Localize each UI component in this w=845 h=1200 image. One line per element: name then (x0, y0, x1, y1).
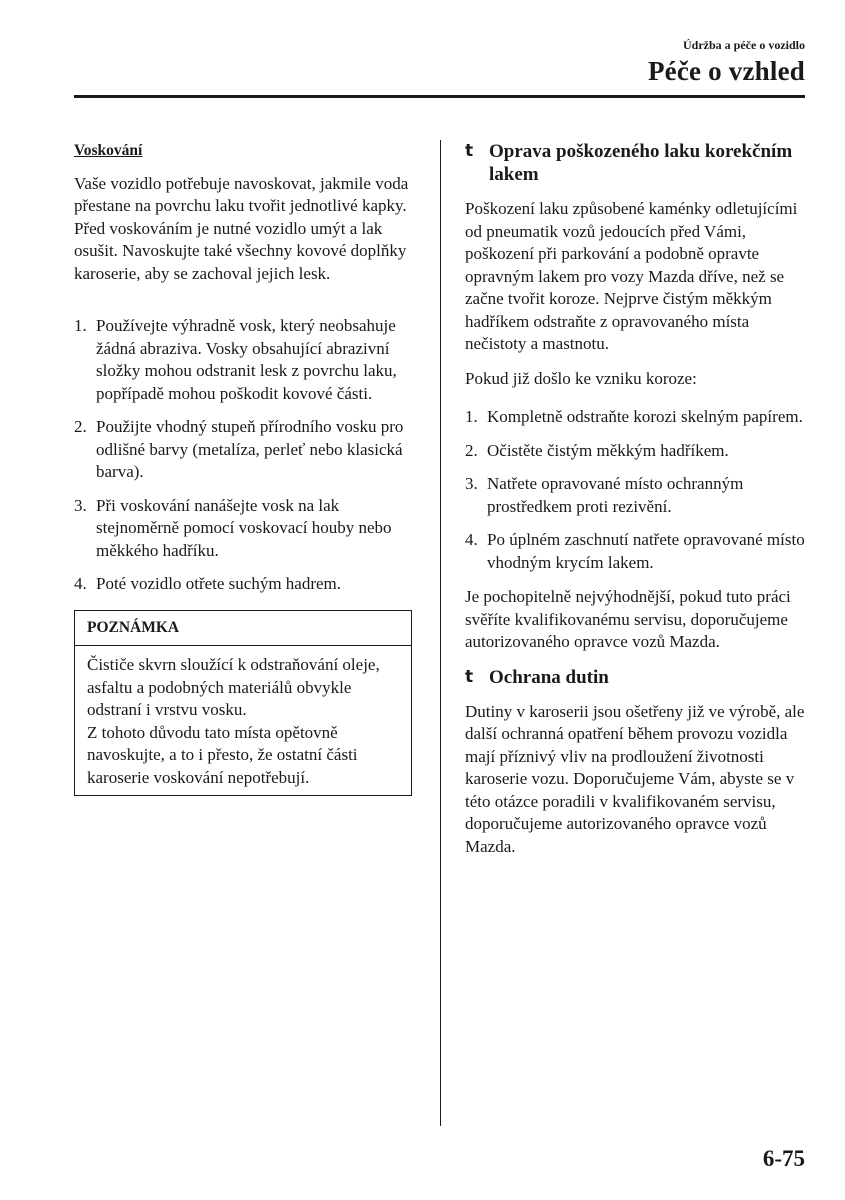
list-item-number: 2. (465, 440, 478, 460)
list-item-text: Po úplném zaschnutí natřete opravované místo vhodným krycím lakem. (487, 530, 805, 572)
list-item (465, 529, 810, 574)
list-item-text: Použijte vhodný stupeň přírodního vosku pro odlišné barvy (metalíza, perleť nebo klasická barva). (96, 417, 404, 481)
list-item-number: 3. (465, 474, 478, 493)
list-item (74, 495, 419, 563)
right-column (465, 140, 810, 870)
list-item-number: 2. (74, 417, 87, 436)
header-rule (74, 95, 805, 98)
waxing-intro-paragraph: Vaše vozidlo potřebuje navoskovat, jakmile voda přestane na povrchu laku tvořit jednotlivé kapky. (74, 173, 409, 215)
list-item-text: Poté vozidlo otřete suchým hadrem. (96, 574, 342, 593)
list-item-number: 1. (74, 316, 87, 335)
list-item-number: 4. (74, 574, 87, 593)
list-item (74, 315, 419, 405)
section-heading-text: Oprava poškozeného laku korekčním lakem (489, 141, 793, 185)
note-title: POZNÁMKA (75, 611, 411, 647)
note-line: Čističe skvrn sloužící k odstraňování oleje, asfaltu a podobných materiálů obvykle odstraní i vrstvu vosku. (87, 655, 380, 719)
column-divider (440, 140, 441, 1126)
page-title: Péče o vzhled (647, 56, 805, 86)
corrosion-steps-list (465, 406, 810, 574)
paint-repair-paragraph: Poškození laku způsobené kaménky odletujícími od pneumatik vozů jedoucích před Vámi, poškození při parkování a podobně opravte opravným lakem pro vozy Mazda dříve, než se začne tvořit koroze. Nejprve čistým měkkým hadříkem odstraňte z opravovaného místa nečistoty a mastnotu. (465, 199, 798, 353)
left-column (74, 140, 419, 796)
list-item (465, 440, 810, 463)
note-box (74, 610, 412, 797)
section-heading-paint-repair (465, 140, 810, 186)
list-item-text: Očistěte čistým měkkým hadříkem. (487, 440, 729, 460)
running-header-section: Údržba a péče o vozidlo (683, 38, 805, 52)
page-number: 6-75 (762, 1146, 805, 1171)
waxing-prep-paragraph: Před voskováním je nutné vozidlo umýt a lak osušit. Navoskujte také všechny kovové doplňky karoserie, aby se zachoval jejich lesk. (74, 218, 407, 283)
list-item-text: Při voskování nanášejte vosk na lak stejnoměrně pomocí voskovací houby nebo měkkého hadříku. (96, 495, 392, 560)
note-text (75, 646, 411, 795)
paint-repair-closing: Je pochopitelně nejvýhodnější, pokud tuto práci svěříte kvalifikovanému servisu, doporučujeme autorizovaného opravce vozů Mazda. (465, 587, 791, 651)
note-line: Z tohoto důvodu tato místa opětovně navoskujte, a to i přesto, že ostatní části karoserie voskování nepotřebují. (87, 722, 358, 787)
list-item-number: 1. (465, 407, 478, 426)
section-heading-text: Ochrana dutin (489, 666, 609, 688)
section-bullet-icon: t (465, 666, 474, 687)
list-item-number: 3. (74, 495, 87, 515)
section-heading-cavity-protection (465, 666, 810, 689)
list-item (74, 573, 419, 596)
list-item-number: 4. (465, 530, 478, 549)
list-item-text: Natřete opravované místo ochranným prostředkem proti rezivění. (487, 474, 744, 516)
corrosion-lead: Pokud již došlo ke vzniku koroze: (465, 368, 697, 388)
waxing-steps-list (74, 315, 419, 596)
list-item (465, 406, 810, 429)
list-item (465, 473, 810, 518)
section-bullet-icon: t (465, 141, 474, 161)
list-item-text: Používejte výhradně vosk, který neobsahuje žádná abraziva. Vosky obsahující abrazivní složky mohou odstranit lesk z povrchu laku, popřípadě mohou poškodit kovové části. (96, 316, 397, 403)
list-item (74, 416, 419, 484)
cavity-protection-paragraph: Dutiny v karoserii jsou ošetřeny již ve výrobě, ale další ochranná opatření během provozu vozidla mají příznivý vliv na prodloužení životnosti karoserie vozu. Doporučujeme Vám, abyste se v této otázce poradili v kvalifikovaném servisu, doporučujeme autorizovaného opravce vozů Mazda. (465, 701, 805, 856)
list-item-text: Kompletně odstraňte korozi skelným papírem. (487, 407, 803, 426)
waxing-subheading: Voskování (74, 142, 143, 159)
